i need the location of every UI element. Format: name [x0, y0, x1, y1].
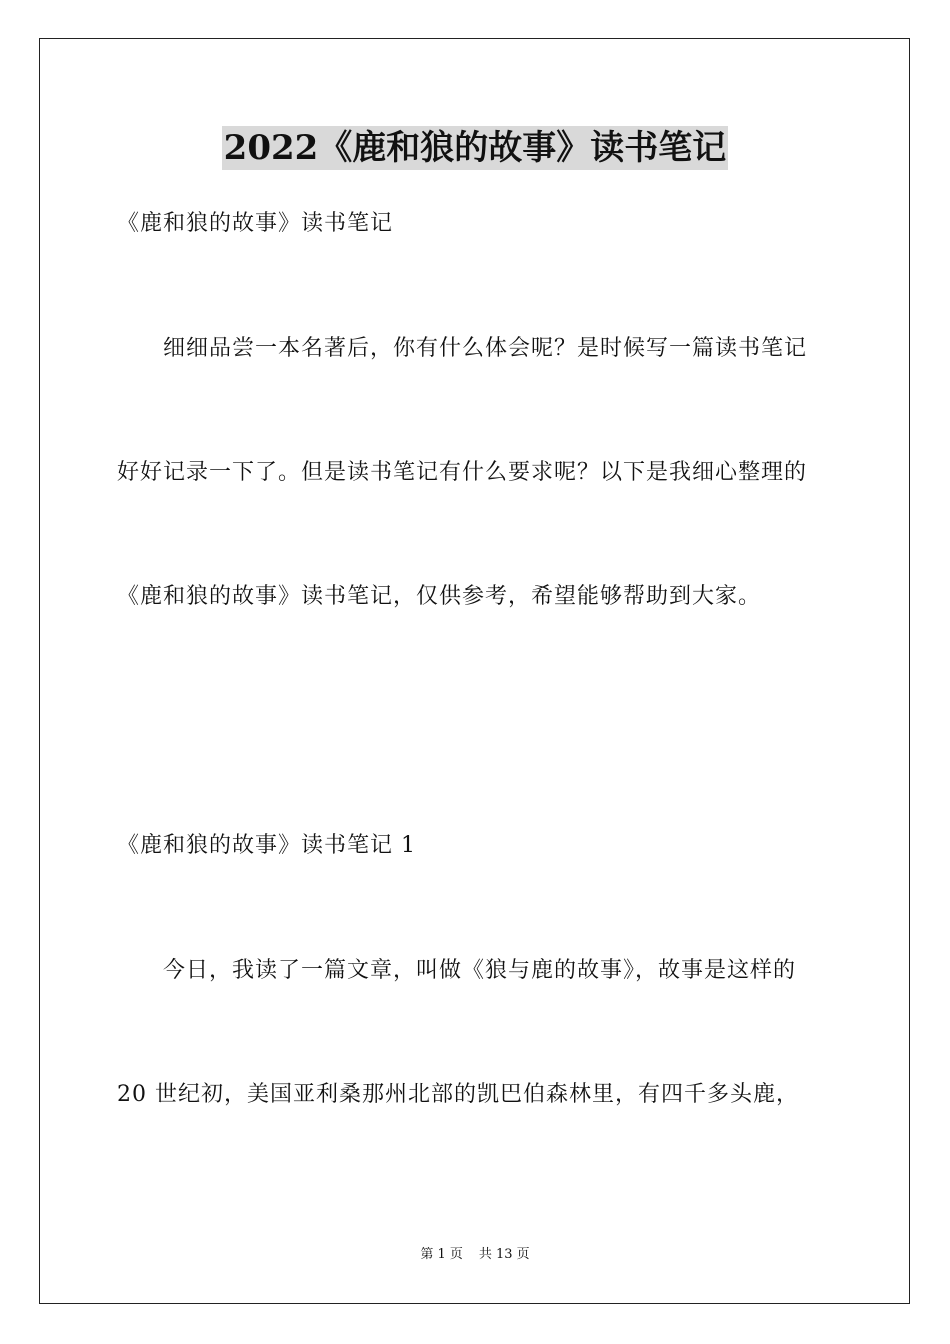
title-container [0, 126, 950, 170]
page-footer [0, 1246, 950, 1264]
document-title: 2022《鹿和狼的故事》读书笔记 [223, 128, 727, 168]
section-heading: 《鹿和狼的故事》读书笔记 1 [117, 833, 416, 858]
intro-line-3: 《鹿和狼的故事》读书笔记，仅供参考，希望能够帮助到大家。 [117, 584, 762, 609]
page-total: 共 13 页 [478, 1247, 530, 1262]
section-line-2: 20 世纪初，美国亚利桑那州北部的凯巴伯森林里，有四千多头鹿， [117, 1082, 799, 1107]
section-line-1: 今日，我读了一篇文章，叫做《狼与鹿的故事》，故事是这样的 [163, 958, 797, 983]
intro-line-2: 好好记录一下了。但是读书笔记有什么要求呢？以下是我细心整理的 [117, 460, 808, 485]
intro-line-1: 细细品尝一本名著后，你有什么体会呢？是时候写一篇读书笔记 [163, 336, 808, 361]
page-number: 第 1 页 [420, 1247, 463, 1262]
document-subtitle: 《鹿和狼的故事》读书笔记 [117, 211, 394, 236]
